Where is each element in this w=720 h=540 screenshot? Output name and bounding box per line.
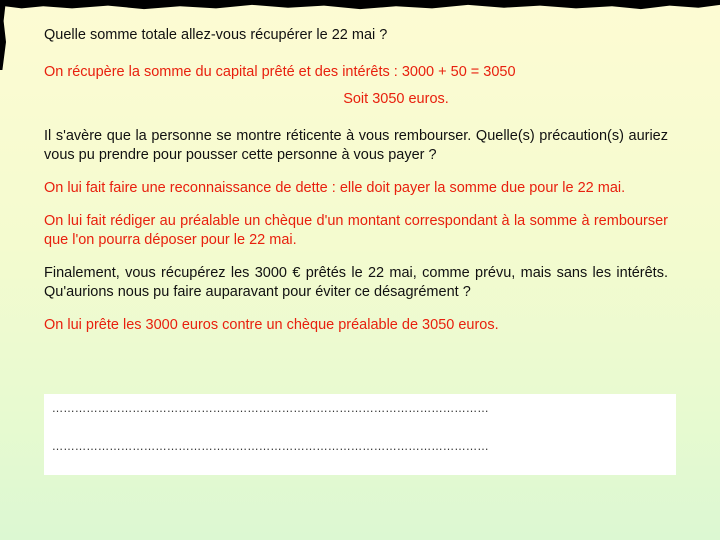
dotted-answer-line-1: …………………………………………………………………………………………………… [52,402,489,415]
answer-2a: On lui fait faire une reconnaissance de dette : elle doit payer la somme due pour le 22 mai. [44,180,626,196]
question-1: Quelle somme totale allez-vous récupérer le 22 mai ? [44,27,388,43]
torn-top-edge [0,0,720,14]
answer-box[interactable] [44,394,676,475]
answer-1-calculation: On récupère la somme du capital prêté et des intérêts : 3000 + 50 = 3050 [44,64,516,80]
dotted-answer-line-2: …………………………………………………………………………………………………… [52,440,489,453]
question-3: Finalement, vous récupérez les 3000 € prêtés le 22 mai, comme prévu, mais sans les intérêts. Qu'aurions nous pu faire auparavant pour éviter ce désagrément ? [44,265,668,300]
worksheet-content [44,26,668,335]
answer-3: On lui prête les 3000 euros contre un chèque préalable de 3050 euros. [44,317,499,333]
answer-1-result: Soit 3050 euros. [343,91,449,107]
question-2: Il s'avère que la personne se montre réticente à vous rembourser. Quelle(s) précaution(s) auriez vous pu prendre pour pousser cette personne à vous payer ? [44,128,668,163]
answer-2b: On lui fait rédiger au préalable un chèque d'un montant correspondant à la somme à rembourser que l'on pourra déposer pour le 22 mai. [44,213,668,248]
torn-left-edge [0,0,6,70]
